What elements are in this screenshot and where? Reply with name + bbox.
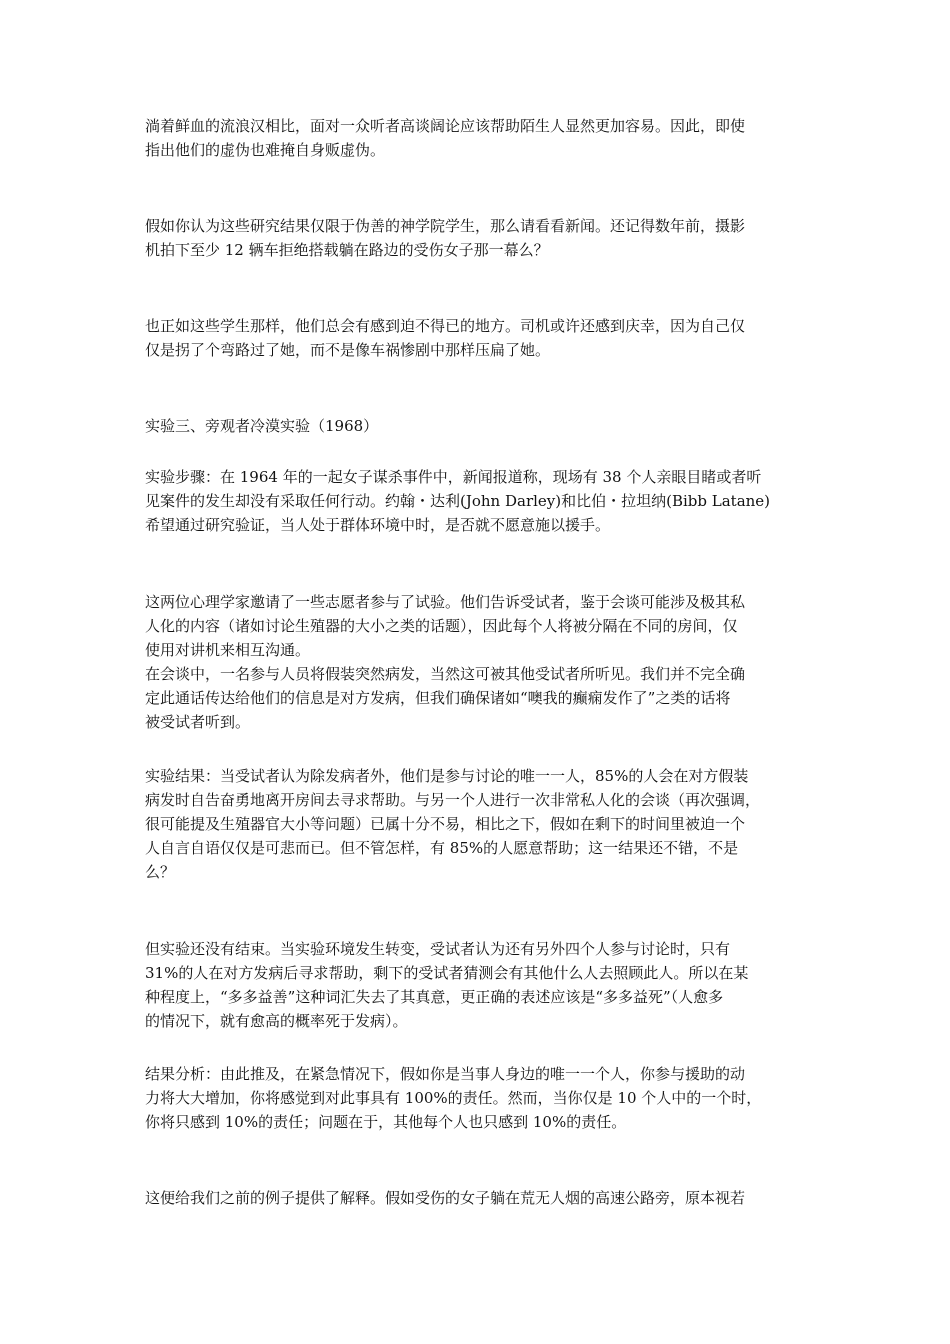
paragraph-experiment-continued: [145, 937, 810, 1033]
paragraph-explanation: [145, 1186, 810, 1210]
text-line: 人自言自语仅仅是可悲而已。但不管怎样，有 85%的人愿意帮助；这一结果还不错，不是: [145, 839, 739, 857]
text-line: 病发时自告奋勇地离开房间去寻求帮助。与另一个人进行一次非常私人化的会谈（再次强调，: [145, 791, 761, 809]
text-line: 在会谈中，一名参与人员将假装突然病发，当然这可被其他受试者所听见。我们并不完全确: [145, 665, 746, 683]
text-line: 但实验还没有结束。当实验环境发生转变，受试者认为还有另外四个人参与讨论时，只有: [145, 940, 731, 958]
text-line: 你将只感到 10%的责任；问题在于，其他每个人也只感到 10%的责任。: [145, 1113, 627, 1131]
text-line: 结果分析：由此推及，在紧急情况下，假如你是当事人身边的唯一一个人，你参与援助的动: [145, 1065, 746, 1083]
text-line: 淌着鲜血的流浪汉相比，面对一众听者高谈阔论应该帮助陌生人显然更加容易。因此，即使: [145, 117, 746, 135]
paragraph-experiment-results: [145, 764, 810, 884]
text-line: 很可能提及生殖器官大小等问题）已属十分不易，相比之下，假如在剩下的时间里被迫一个: [145, 815, 746, 833]
paragraph-result-analysis: [145, 1062, 810, 1134]
text-line: 实验结果：当受试者认为除发病者外，他们是参与讨论的唯一一人，85%的人会在对方假装: [145, 767, 749, 785]
paragraph-news-example: [145, 214, 810, 262]
text-line: 的情况下，就有愈高的概率死于发病）。: [145, 1012, 408, 1030]
text-line: 使用对讲机来相互沟通。: [145, 641, 311, 659]
text-line: 机拍下至少 12 辆车拒绝搭载躺在路边的受伤女子那一幕么？: [145, 241, 549, 259]
text-line: 实验步骤：在 1964 年的一起女子谋杀事件中，新闻报道称，现场有 38 个人亲眼目睹或者听: [145, 468, 762, 486]
paragraph-experiment-setup: [145, 590, 810, 734]
text-line: 假如你认为这些研究结果仅限于伪善的神学院学生，那么请看看新闻。还记得数年前，摄影: [145, 217, 746, 235]
text-line: 被受试者听到。: [145, 713, 251, 731]
text-line: 定此通话传达给他们的信息是对方发病，但我们确保诸如“噢我的癫痫发作了”之类的话将: [145, 689, 731, 707]
text-line: 这两位心理学家邀请了一些志愿者参与了试验。他们告诉受试者，鉴于会谈可能涉及极其私: [145, 593, 746, 611]
text-line: 人化的内容（诸如讨论生殖器的大小之类的话题），因此每个人将被分隔在不同的房间，仅: [145, 617, 738, 635]
paragraph-hypocrisy-conclusion: [145, 114, 810, 162]
text-line: 31%的人在对方发病后寻求帮助，剩下的受试者猜测会有其他什么人去照顾此人。所以在某: [145, 964, 749, 982]
paragraph-experiment-steps: [145, 465, 810, 537]
text-line: 么？: [145, 863, 176, 881]
text-line: 力将大大增加，你将感觉到对此事具有 100%的责任。然而，当你仅是 10 个人中的一个时，: [145, 1089, 762, 1107]
text-line: 指出他们的虚伪也难掩自身贩虚伪。: [145, 141, 386, 159]
text-line: 这便给我们之前的例子提供了解释。假如受伤的女子躺在荒无人烟的高速公路旁，原本视若: [145, 1189, 746, 1207]
text-line: 见案件的发生却没有采取任何行动。约翰・达利(John Darley)和比伯・拉坦纳(Bibb Latane): [145, 492, 771, 510]
text-line: 种程度上，“多多益善”这种词汇失去了其真意，更正确的表述应该是“多多益死”（人愈多: [145, 988, 724, 1006]
text-line: 仅是拐了个弯路过了她，而不是像车祸惨剧中那样压扁了她。: [145, 341, 551, 359]
text-line: 也正如这些学生那样，他们总会有感到迫不得已的地方。司机或许还感到庆幸，因为自己仅: [145, 317, 746, 335]
text-line: 希望通过研究验证，当人处于群体环境中时，是否就不愿意施以援手。: [145, 516, 611, 534]
paragraph-drivers: [145, 314, 810, 362]
section-heading-experiment-three: [145, 414, 810, 438]
text-line: 实验三、旁观者冷漠实验（1968）: [145, 417, 379, 435]
